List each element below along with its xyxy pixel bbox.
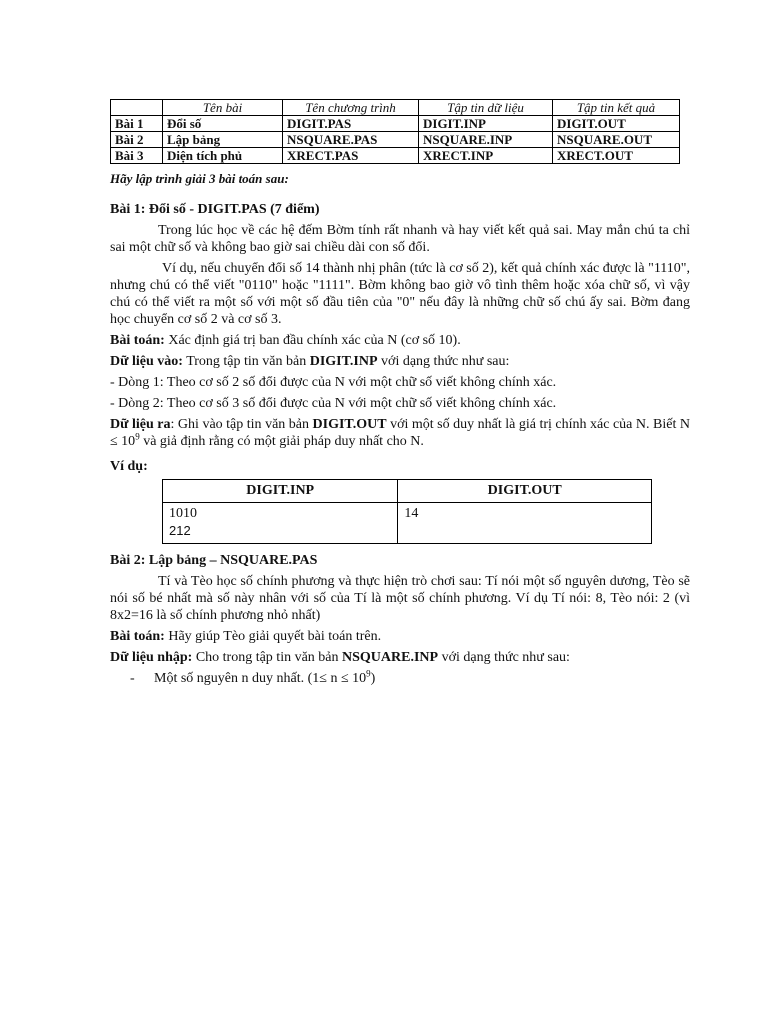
table-row — [111, 116, 680, 132]
table-row — [111, 132, 680, 148]
bullet-close: ) — [370, 671, 376, 686]
problem1-task — [110, 332, 690, 349]
example-data-row — [163, 503, 652, 544]
table-cell: Đổi số — [163, 116, 283, 132]
table-row — [111, 148, 680, 164]
summary-header-cell: Tên bài — [163, 100, 283, 116]
example-output-line: 14 — [404, 506, 419, 521]
bullet-text-wrap — [154, 670, 375, 687]
example-header-cell: DIGIT.INP — [163, 480, 398, 503]
example-input-cell — [163, 503, 398, 544]
bullet-mark: - — [130, 671, 135, 686]
task-label: Bài toán: — [110, 629, 165, 644]
output-label: Dữ liệu ra — [110, 417, 171, 432]
bullet-text: Một số nguyên n duy nhất. (1≤ n ≤ 10 — [154, 671, 367, 686]
table-cell: Bài 2 — [111, 132, 163, 148]
table-cell: Bài 1 — [111, 116, 163, 132]
output-text: và giả định rằng có một giải pháp duy nhất cho N. — [139, 434, 424, 449]
input-text: Cho trong tập tin văn bản — [192, 650, 343, 665]
problem2-paragraph: Tí và Tèo học số chính phương và thực hiện trò chơi sau: Tí nói một số nguyên dương, Tèo sẽ nói số bé nhất mà số này nhân với số của Tí là một số chính phương. Ví dụ Tí nói: 8, Tèo nói: 2 (vì 8x2=16 là số chính phương nhỏ nhất) — [110, 574, 690, 623]
table-cell: Diện tích phủ — [163, 148, 283, 164]
output-text: với một số duy nhất là giá trị chính xác của N. Biết N ≤ 10 — [110, 417, 690, 449]
exponent: 9 — [366, 668, 371, 679]
problem1-example-paragraph: Ví dụ, nếu chuyển đổi số 14 thành nhị phân (tức là cơ số 2), kết quả chính xác được là "1110", nhưng chú có thể viết "0110" hoặc "1111". Bờm không bao giờ vô tình thêm hoặc xóa chữ số, vì vậy chú có thể viết ra một số với một số đầu tiên của "0" nếu đây là những chữ số chú ấy sai. Bờm đang học chuyển cơ số 2 và cơ số 3. — [110, 261, 690, 327]
task-text: Hãy giúp Tèo giải quyết bài toán trên. — [164, 629, 382, 644]
input-filename: NSQUARE.INP — [342, 650, 439, 665]
table-cell: DIGIT.PAS — [283, 116, 419, 132]
summary-header-cell: Tên chương trình — [283, 100, 419, 116]
document-body — [110, 168, 690, 687]
table-cell: XRECT.OUT — [553, 148, 680, 164]
table-cell: DIGIT.OUT — [553, 116, 680, 132]
table-cell: Bài 3 — [111, 148, 163, 164]
example-input-line: 1010 — [169, 506, 197, 521]
table-cell: NSQUARE.INP — [419, 132, 553, 148]
summary-header-cell: Tập tin kết quả — [553, 100, 680, 116]
input-text: với dạng thức như sau: — [377, 354, 510, 369]
table-cell: XRECT.PAS — [283, 148, 419, 164]
summary-header-cell — [111, 100, 163, 116]
input-text: Trong tập tin văn bản — [182, 354, 310, 369]
table-cell: NSQUARE.OUT — [553, 132, 680, 148]
input-line-1: - Dòng 1: Theo cơ số 2 số đổi được của N với một chữ số viết không chính xác. — [110, 375, 557, 390]
table-cell: Lập bảng — [163, 132, 283, 148]
problem1-input-spec — [110, 353, 690, 370]
example-output-cell — [398, 503, 652, 544]
table-cell: XRECT.INP — [419, 148, 553, 164]
problem2-task — [110, 628, 690, 645]
table-cell: DIGIT.INP — [419, 116, 553, 132]
output-text: : Ghi vào tập tin văn bản — [170, 417, 313, 432]
example-header-row — [163, 480, 652, 503]
exponent: 9 — [135, 431, 140, 442]
problem1-heading: Bài 1: Đổi số - DIGIT.PAS (7 điểm) — [110, 202, 320, 217]
input-label: Dữ liệu nhập: — [110, 650, 193, 665]
problem2-input-bullet — [130, 670, 690, 687]
task-label: Bài toán: — [110, 333, 165, 348]
problem1-output-spec — [110, 416, 690, 450]
output-filename: DIGIT.OUT — [312, 417, 387, 432]
input-line-2: - Dòng 2: Theo cơ số 3 số đổi được của N với một chữ số viết không chính xác. — [110, 396, 557, 411]
problem1-paragraph: Trong lúc học về các hệ đếm Bờm tính rất nhanh và hay viết kết quả sai. May mắn chú ta chỉ sai một chữ số và không bao giờ sai chiều dài con số đổi. — [110, 223, 690, 255]
example-label: Ví dụ: — [110, 459, 148, 474]
summary-header-cell: Tập tin dữ liệu — [419, 100, 553, 116]
summary-table — [110, 99, 680, 164]
problem2-heading: Bài 2: Lập bảng – NSQUARE.PAS — [110, 553, 318, 568]
input-filename: DIGIT.INP — [309, 354, 378, 369]
example-input-line: 212 — [169, 523, 191, 538]
example-header-cell: DIGIT.OUT — [398, 480, 652, 503]
task-text: Xác định giá trị ban đầu chính xác của N (cơ số 10). — [164, 333, 461, 348]
intro-instruction: Hãy lập trình giải 3 bài toán sau: — [110, 171, 289, 186]
example-table — [162, 479, 652, 544]
input-label: Dữ liệu vào: — [110, 354, 183, 369]
problem2-input-spec — [110, 649, 690, 666]
input-text: với dạng thức như sau: — [438, 650, 570, 665]
summary-header-row — [111, 100, 680, 116]
table-cell: NSQUARE.PAS — [283, 132, 419, 148]
